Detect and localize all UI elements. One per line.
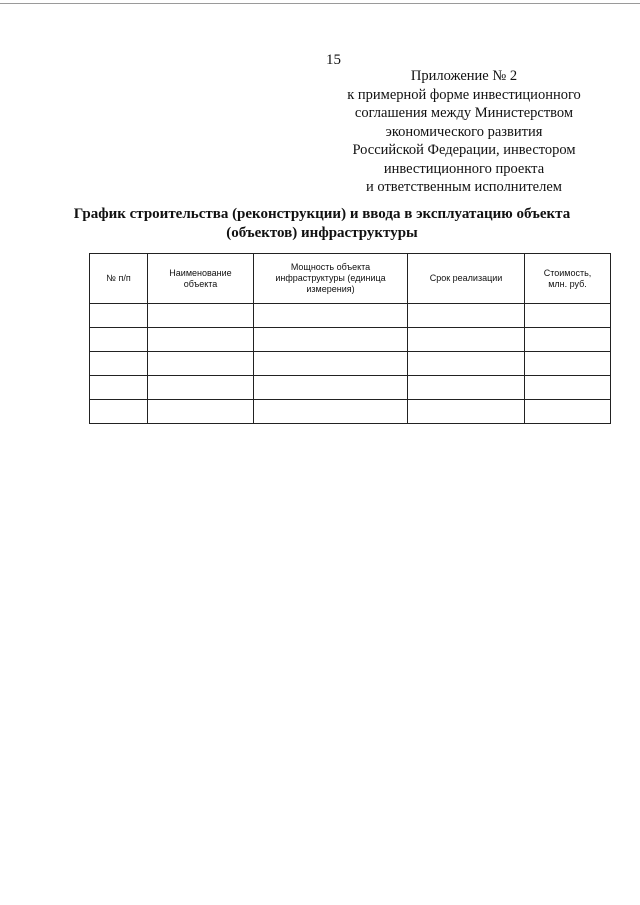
table-row [90, 376, 611, 400]
table-cell [408, 376, 525, 400]
table-cell [254, 400, 408, 424]
table-cell [148, 304, 254, 328]
table-header-row [90, 254, 611, 304]
table-cell [90, 328, 148, 352]
appendix-line: экономического развития [385, 123, 543, 140]
table-cell [525, 400, 611, 424]
appendix-line: Российской Федерации, инвестором [352, 142, 576, 158]
appendix-line: соглашения между Министерством [354, 105, 574, 121]
table-cell [525, 376, 611, 400]
table-cell [148, 352, 254, 376]
header-cost: Стоимость, млн. руб. [525, 254, 611, 304]
page-top-edge [0, 3, 640, 4]
appendix-heading [330, 67, 598, 197]
header-capacity: Мощность объекта инфраструктуры (единица измерения) [254, 254, 408, 304]
table-cell [148, 400, 254, 424]
appendix-line: к примерной форме инвестиционного [347, 86, 581, 103]
table-cell [408, 400, 525, 424]
schedule-table [89, 253, 611, 424]
table-cell [90, 304, 148, 328]
table-cell [408, 328, 525, 352]
appendix-line: Приложение № 2 [410, 68, 518, 84]
table-cell [90, 400, 148, 424]
document-title [72, 205, 572, 243]
table-cell [525, 352, 611, 376]
header-object-name: Наименование объекта [148, 254, 254, 304]
title-line-1: График строительства (реконструкции) и ввода в эксплуатацию объекта [73, 206, 571, 222]
table-cell [525, 328, 611, 352]
header-number: № п/п [90, 254, 148, 304]
table-row [90, 328, 611, 352]
table-cell [254, 376, 408, 400]
table-cell [408, 352, 525, 376]
table-row [90, 304, 611, 328]
title-line-2: (объектов) инфраструктуры [226, 225, 418, 241]
appendix-line: и ответственным исполнителем [366, 179, 562, 195]
header-deadline: Срок реализации [408, 254, 525, 304]
table-cell [408, 304, 525, 328]
table-cell [254, 328, 408, 352]
table-cell [525, 304, 611, 328]
appendix-line: инвестиционного проекта [383, 160, 545, 177]
table-cell [90, 376, 148, 400]
table-cell [148, 328, 254, 352]
table-row [90, 352, 611, 376]
table-row [90, 400, 611, 424]
page-number: 15 [326, 52, 341, 68]
table-cell [254, 352, 408, 376]
table-cell [148, 376, 254, 400]
table-cell [254, 304, 408, 328]
table-cell [90, 352, 148, 376]
